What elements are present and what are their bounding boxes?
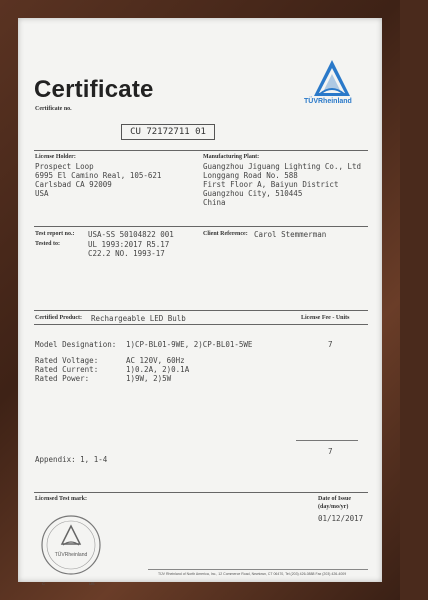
- tuv-certification-seal-icon: [40, 514, 102, 576]
- client-reference-value: Carol Stemmerman: [254, 230, 327, 239]
- brand-name: TÜVRheinland: [304, 98, 352, 105]
- rating-value: 1)9W, 2)5W: [126, 374, 172, 383]
- svg-text:TÜVRheinland: TÜVRheinland: [54, 552, 88, 558]
- license-fee-units-1: 7: [328, 340, 333, 349]
- certificate-no-label: Certificate no.: [35, 106, 72, 112]
- model-designation-label: Model Designation:: [35, 340, 117, 349]
- divider: [34, 324, 368, 325]
- divider: [34, 310, 368, 311]
- appendix: Appendix: 1, 1-4: [35, 455, 108, 464]
- tuv-logo-icon: [306, 56, 366, 116]
- license-fee-units-2: 7: [328, 447, 333, 456]
- mark-text-c: C: [42, 581, 45, 586]
- footer-address: TÜV Rheinland of North America, Inc., 12 Commerce Road, Newtown, CT 06470, Tel (203) 426-0888 Fax (203) 426-4009: [158, 572, 347, 576]
- certified-product-label: Certified Product:: [35, 315, 83, 321]
- rating-value: AC 120V, 60Hz: [126, 356, 185, 365]
- address-line: Guangzhou City, 510445: [203, 189, 303, 198]
- address-line: USA: [35, 189, 49, 198]
- divider: [34, 226, 368, 227]
- standard-line: UL 1993:2017 R5.17: [88, 240, 170, 249]
- divider: [34, 150, 368, 151]
- tested-to-standards: [88, 240, 169, 258]
- address-line: Carlsbad CA 92009: [35, 180, 112, 189]
- address-line: 6995 El Camino Real, 105-621: [35, 171, 162, 180]
- manufacturing-plant-address: [203, 162, 361, 207]
- date-of-issue-value: 01/12/2017: [318, 514, 364, 523]
- licensed-test-mark-label: Licensed Test mark:: [35, 496, 88, 502]
- date-of-issue-label: Date of Issue: [318, 496, 351, 502]
- address-line: Guangzhou Jiguang Lighting Co., Ltd: [203, 162, 362, 171]
- address-line: First Floor A, Baiyun District: [203, 180, 339, 189]
- model-designation-value: 1)CP-BL01-9WE, 2)CP-BL01-5WE: [126, 340, 253, 349]
- address-line: China: [203, 198, 226, 207]
- test-report-value: USA-SS 50104822 001: [88, 230, 174, 239]
- address-line: Prospect Loop: [35, 162, 94, 171]
- license-holder-label: License Holder:: [35, 154, 76, 160]
- rating-label: Rated Power:: [35, 374, 90, 383]
- rating-value: 1)0.2A, 2)0.1A: [126, 365, 190, 374]
- footer-rule: [148, 569, 368, 570]
- client-reference-label: Client Reference:: [203, 231, 248, 237]
- license-fee-label: License Fee - Units: [301, 315, 350, 321]
- standard-line: C22.2 NO. 1993-17: [88, 249, 165, 258]
- ratings-values: [126, 356, 189, 383]
- ratings-labels: [35, 356, 98, 383]
- tested-to-label: Tested to:: [35, 241, 60, 247]
- rating-label: Rated Current:: [35, 365, 99, 374]
- divider: [34, 492, 368, 493]
- certified-product-value: Rechargeable LED Bulb: [91, 314, 186, 323]
- rating-label: Rated Voltage:: [35, 356, 99, 365]
- address-line: Longgang Road No. 588: [203, 171, 298, 180]
- fee-underline: [296, 440, 358, 441]
- date-format-label: (day/mo/yr): [318, 504, 349, 510]
- certificate-document: [18, 18, 382, 586]
- page-title: Certificate: [34, 76, 154, 103]
- test-report-label: Test report no.:: [35, 231, 75, 237]
- mark-text-us: US: [89, 581, 95, 586]
- license-holder-address: [35, 162, 161, 198]
- manufacturing-plant-label: Manufacturing Plant:: [203, 154, 260, 160]
- certificate-no-value: CU 72172711 01: [121, 124, 215, 140]
